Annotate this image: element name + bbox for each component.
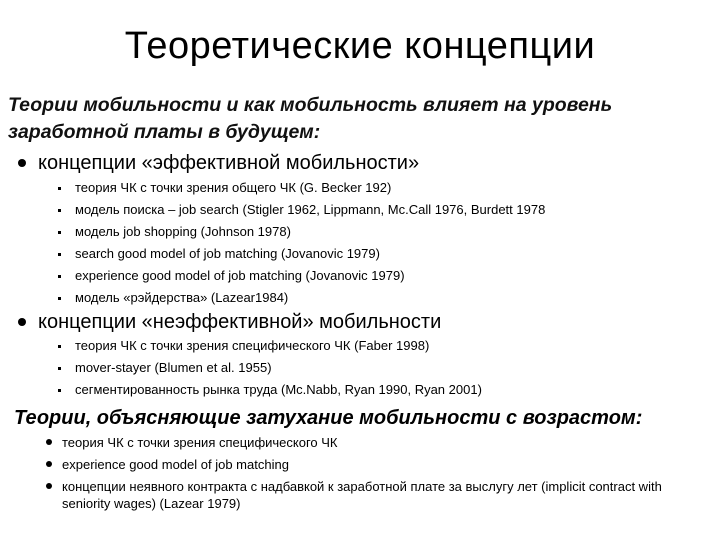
inefficient-mobility-heading [18,309,441,335]
list-item-text: mover-stayer (Blumen et al. 1955) [75,360,272,375]
inefficient-mobility-heading-text: концепции «неэффективной» мобильности [38,311,442,333]
bullet-icon [46,461,52,467]
list-item [58,199,545,221]
bullet-icon [46,483,52,489]
intro-line-2: заработной платы в будущем: [8,121,321,143]
list-item [46,456,686,473]
slide-title: Теоретические концепции [124,25,596,67]
square-bullet-icon [58,209,61,212]
list-item-text: теория ЧК с точки зрения общего ЧК (G. Becker 192) [75,180,392,195]
list-item-text: experience good model of job matching [62,457,289,472]
square-bullet-icon [58,367,61,370]
aging-mobility-list [46,434,686,517]
list-item-text: experience good model of job matching (Jovanovic 1979) [75,268,405,283]
aging-mobility-heading: Теории, объясняющие затухание мобильности с возрастом: [14,407,643,429]
list-item [46,478,686,512]
efficient-mobility-list [58,177,545,309]
efficient-mobility-heading-text: концепции «эффективной мобильности» [38,152,420,174]
square-bullet-icon [58,187,61,190]
list-item [58,265,545,287]
square-bullet-icon [58,275,61,278]
list-item [58,221,545,243]
list-item [58,379,482,401]
bullet-icon [46,439,52,445]
square-bullet-icon [58,253,61,256]
list-item-text: теория ЧК с точки зрения специфического ЧК (Faber 1998) [75,338,430,353]
list-item [58,243,545,265]
list-item-text: модель job shopping (Johnson 1978) [75,224,291,239]
list-item [58,335,482,357]
list-item [58,357,482,379]
square-bullet-icon [58,297,61,300]
list-item-text: search good model of job matching (Jovanovic 1979) [75,246,380,261]
list-item-text: теория ЧК с точки зрения специфического ЧК [62,435,338,450]
inefficient-mobility-list [58,335,482,401]
intro-text [8,92,708,146]
intro-line-1: Теории мобильности и как мобильность влияет на уровень [8,94,613,116]
list-item-text: сегментированность рынка труда (Mc.Nabb, Ryan 1990, Ryan 2001) [75,382,482,397]
bullet-icon [18,159,26,167]
efficient-mobility-heading [18,150,419,176]
list-item [46,434,686,451]
list-item-text: модель «рэйдерства» (Lazear1984) [75,290,289,305]
list-item-text: концепции неявного контракта с надбавкой к заработной плате за выслугу лет (implicit contract with seniority wages) (Lazear 1979) [62,479,662,511]
square-bullet-icon [58,389,61,392]
list-item-text: модель поиска – job search (Stigler 1962, Lippmann, Mc.Call 1976, Burdett 1978 [75,202,546,217]
square-bullet-icon [58,345,61,348]
list-item [58,287,545,309]
list-item [58,177,545,199]
bullet-icon [18,318,26,326]
square-bullet-icon [58,231,61,234]
